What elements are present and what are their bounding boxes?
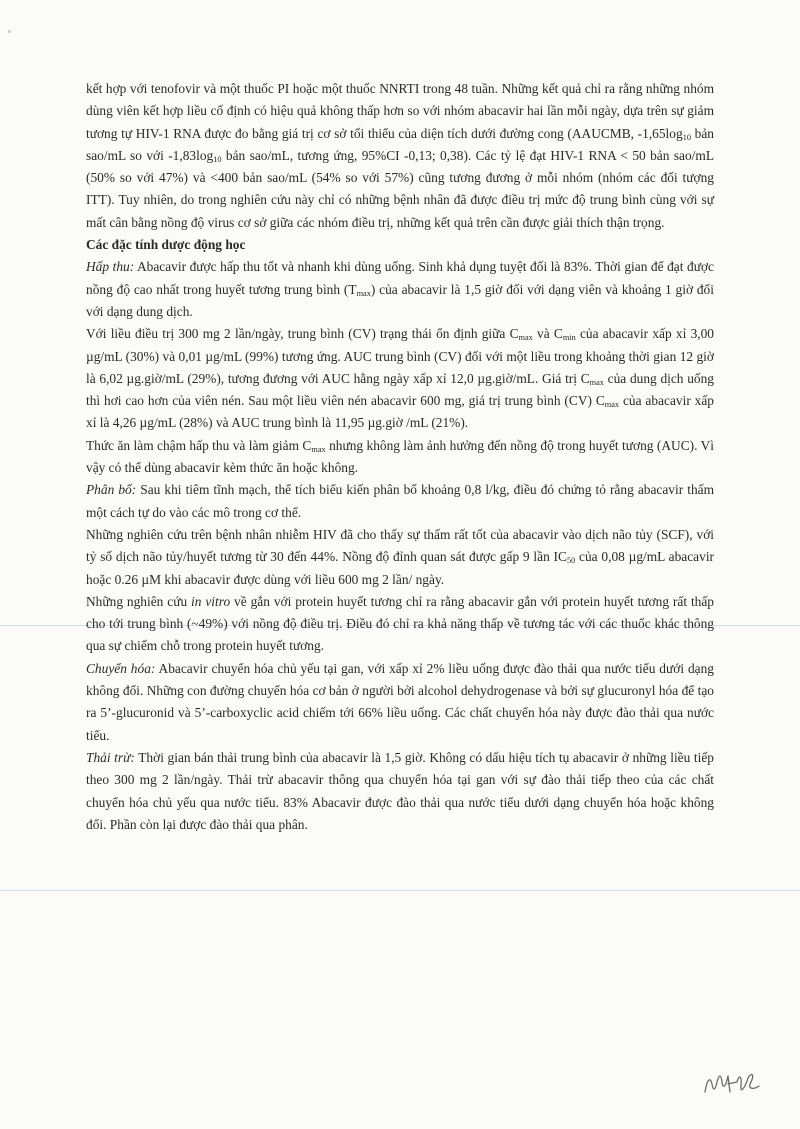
paragraph-p-csf <box>86 524 714 591</box>
text-run: Abacavir chuyển hóa chủ yếu tại gan, với xấp xỉ 2% liều uống được đào thải qua nước tiểu dưới dạng không đổi. Những con đường chuyển hóa cơ bản ở người bởi alcohol dehydrogenase và bởi sự glucuronyl hóa để tạo ra 5’-glucuronid và 5’-carboxyclic acid chiếm tới 66% liều uống. Các chất chuyển hóa này được đào thải qua nước tiểu. <box>86 660 714 743</box>
subscript: max <box>356 288 371 298</box>
text-run: kết hợp với tenofovir và một thuốc PI hoặc một thuốc NNRTI trong 48 tuần. Những kết quả chỉ ra rằng những nhóm dùng viên kết hợp liều cố định có hiệu quả không thấp hơn so với nhóm abacavir hai lần mỗi ngày, dựa trên sự giảm tương tự HIV-1 RNA được đo bằng giá trị cơ sở tối thiểu của diện tích dưới đường cong (AAUCMB, -1,65log <box>86 81 714 141</box>
italic-term: Hấp thu: <box>86 259 135 275</box>
text-run: bản sao/mL, tương ứng, 95%CI -0,13; 0,38). Các tỷ lệ đạt HIV-1 RNA < 50 bản sao/mL (50% so với 47%) và <400 bản sao/mL (54% so với 57%) cũng tương đương ở mỗi nhóm (nhóm các đối tượng ITT). Tuy nhiên, do trong nghiên cứu này chỉ có những bệnh nhân đã được điều trị mức độ trung bình cùng với sự mất cân bằng nồng độ virus cơ sở giữa các nhóm điều trị, những kết quả trên cần được giải thích thận trọng. <box>86 147 714 230</box>
scan-line <box>0 890 800 891</box>
text-run: Abacavir được hấp thu tốt và nhanh khi dùng uống. Sinh khả dụng tuyệt đối là 83%. Thời gian để đạt được nồng độ cao nhất trong huyết tương trung bình (T <box>86 259 714 297</box>
text-run: của abacavir xấp xỉ 3,00 µg/mL (30%) và 0,01 µg/mL (99%) tương ứng. AUC trung bình (CV) đối với một liều trong khoảng thời gian 12 giờ là 6,02 µg.giờ/mL (29%), tương đương với AUC hằng ngày xấp xỉ 12,0 µg.giờ/mL. Giá trị C <box>86 326 714 386</box>
text-run: bản sao/mL so với -1,83log <box>86 125 714 163</box>
text-run: của dung dịch uống thì hơi cao hơn của viên nén. Sau một liều viên nén abacavir 600 mg, giá trị trung bình (CV) C <box>86 370 714 409</box>
paragraph-p-distribution <box>86 479 714 524</box>
paragraph-p-protein <box>86 591 714 658</box>
subscript: 10 <box>682 132 691 142</box>
text-run: Thời gian bán thải trung bình của abacavir là 1,5 giờ. Không có dấu hiệu tích tụ abacavir ở những liều tiếp theo 300 mg 2 lần/ngày. Thải trừ abacavir thông qua chuyển hóa tại gan với sự đào thải tiếp theo của các chất chuyển hóa chủ yếu qua nước tiểu. 83% Abacavir được đào thải qua nước tiểu dưới dạng chuyển hóa hoặc không đổi. Phần còn lại được đào thải qua phân. <box>86 749 714 832</box>
paragraph-p-metabolism <box>86 658 714 747</box>
paragraph-p-intro <box>86 78 714 234</box>
subscript: max <box>604 400 620 410</box>
handwritten-initials <box>701 1062 771 1102</box>
italic-term: Thải trừ: <box>86 749 135 765</box>
paragraph-p-absorption <box>86 256 714 323</box>
paragraph-p-dose <box>86 323 714 434</box>
text-run: Với liều điều trị 300 mg 2 lần/ngày, trung bình (CV) trạng thái ổn định giữa C <box>86 326 519 342</box>
text-run: nhưng không làm ảnh hưởng đến nồng độ trong huyết tương (AUC). Vì vậy có thể dùng abacavir kèm thức ăn hoặc không. <box>86 437 714 476</box>
text-run: Những nghiên cứu trên bệnh nhân nhiễm HIV đã cho thấy sự thấm rất tốt của abacavir vào dịch não tủy (SCF), với tỷ số dịch não tủy/huyết tương từ 30 đến 44%. Nồng độ đỉnh quan sát được gấp 9 lần IC <box>86 526 714 565</box>
text-run: ) của abacavir là 1,5 giờ đối với dạng viên và khoảng 1 giờ đối với dạng dung dịch. <box>86 281 714 319</box>
subscript: 10 <box>213 154 222 164</box>
scan-dot <box>8 30 11 33</box>
subscript: max <box>311 444 326 454</box>
document-page <box>86 78 714 836</box>
section-heading <box>86 234 714 256</box>
subscript: min <box>562 333 576 343</box>
subscript: 50 <box>566 556 576 566</box>
text-run: của abacavir xấp xỉ là 4,26 µg/mL (28%) và AUC trung bình là 11,95 µg.giờ /mL (21%). <box>86 393 714 431</box>
text-run: Thức ăn làm chậm hấp thu và làm giảm C <box>86 437 312 453</box>
text-run: về gắn với protein huyết tương chỉ ra rằng abacavir gắn với protein huyết tương rất thấp cho tới trung bình (~49%) với nồng độ điều trị. Điều đó chỉ ra khả năng thấp về tương tác với các thuốc khác thông qua sự chiếm chỗ trong protein huyết tương. <box>86 593 714 654</box>
text-run: Sau khi tiêm tĩnh mạch, thể tích biểu kiến phân bố khoảng 0,8 l/kg, điều đó chứng tỏ rằng abacavir thấm một cách tự do vào các mô trong cơ thể. <box>86 482 714 520</box>
text-run: và C <box>532 326 563 342</box>
subscript: max <box>589 377 604 387</box>
text-run: Các đặc tính dược động học <box>86 237 246 253</box>
italic-term: in vitro <box>191 593 231 609</box>
paragraph-p-elimination <box>86 747 714 836</box>
italic-term: Chuyển hóa: <box>86 660 156 676</box>
paragraph-p-food <box>86 435 714 480</box>
subscript: max <box>518 333 533 343</box>
italic-term: Phân bố: <box>86 482 137 498</box>
text-run: của 0,08 µg/mL abacavir hoặc 0.26 µM khi abacavir được dùng với liều 600 mg 2 lần/ ngày. <box>86 549 714 587</box>
text-run: Những nghiên cứu <box>86 593 192 609</box>
